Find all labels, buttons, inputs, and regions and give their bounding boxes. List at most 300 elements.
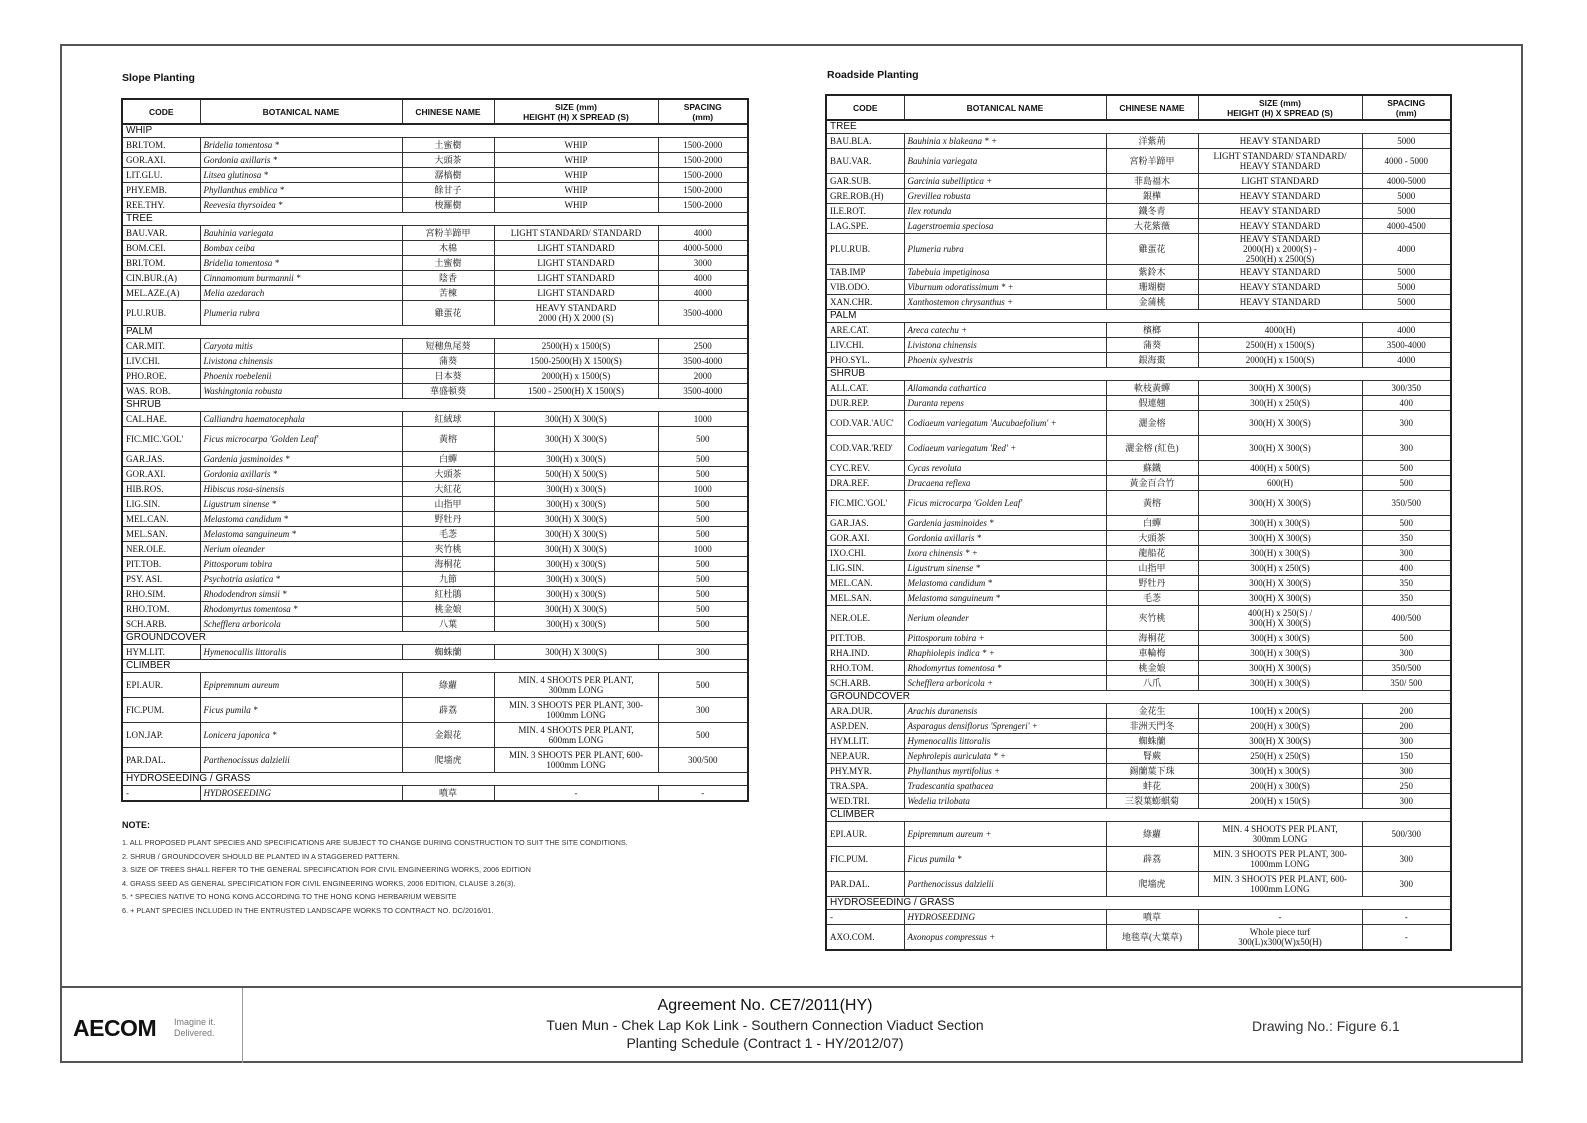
cell-cn: 珊瑚樹 [1106,280,1198,295]
cell-cn: 海桐花 [402,557,494,572]
cell-size: 300(H) x 300(S) [494,572,658,587]
cell-size: MIN. 3 SHOOTS PER PLANT, 300- 1000mm LONG [1198,847,1362,872]
project-name: Tuen Mun - Chek Lap Kok Link - Southern Connection Viaduct Section [546,1017,984,1033]
cell-cn: 短穗魚尾葵 [402,339,494,354]
cell-size: LIGHT STANDARD [494,286,658,301]
cell-cn: 桃金娘 [1106,661,1198,676]
cell-spc: 1500-2000 [658,168,748,183]
cell-cn: 餘甘子 [402,183,494,198]
table-row [826,779,1451,794]
table-row [826,265,1451,280]
cell-bot: Cinnamomum burmannii * [200,271,402,286]
table-row [122,452,748,467]
table-row [122,786,748,802]
cell-code: LIG.SIN. [122,497,200,512]
cell-cn: 宮粉羊蹄甲 [1106,149,1198,174]
column-header-code: CODE [826,95,904,120]
cell-cn: 金蒲桃 [1106,295,1198,310]
table-row [826,436,1451,461]
cell-cn: 雞蛋花 [402,301,494,326]
column-header-botanical: BOTANICAL NAME [904,95,1106,120]
cell-bot: Nerium oleander [200,542,402,557]
cell-code: LIV.CHI. [826,338,904,353]
cell-code: PAR.DAL. [122,748,200,773]
column-header-size: SIZE (mm) HEIGHT (H) X SPREAD (S) [1198,95,1362,120]
cell-bot: Plumeria rubra [904,234,1106,265]
category-row [122,660,748,673]
cell-cn: 薜荔 [1106,847,1198,872]
notes-title: NOTE: [122,820,150,830]
table-header-row [826,95,1451,120]
cell-size: 400(H) x 250(S) / 300(H) X 300(S) [1198,606,1362,631]
cell-bot: Litsea glutinosa * [200,168,402,183]
cell-spc: 4000 [1362,353,1451,368]
table-row [826,749,1451,764]
cell-cn: 夾竹桃 [402,542,494,557]
cell-bot: Areca catechu + [904,323,1106,338]
cell-size: MIN. 3 SHOOTS PER PLANT, 600- 1000mm LONG [494,748,658,773]
cell-code: GAR.SUB. [826,174,904,189]
cell-spc: 350/ 500 [1362,676,1451,691]
cell-bot: Gardenia jasminoides * [904,516,1106,531]
cell-bot: Melastoma candidum * [904,576,1106,591]
table-row [122,427,748,452]
cell-size: LIGHT STANDARD/ STANDARD [494,226,658,241]
cell-cn: 灑金榕 [1106,411,1198,436]
cell-cn: 蚌花 [1106,779,1198,794]
cell-spc: 250 [1362,779,1451,794]
category-row [122,773,748,786]
cell-cn: 蒲葵 [402,354,494,369]
cell-bot: Caryota mitis [200,339,402,354]
cell-bot: Grevillea robusta [904,189,1106,204]
cell-bot: Melastoma candidum * [200,512,402,527]
cell-code: LON.JAP. [122,723,200,748]
cell-cn: 黃金百合竹 [1106,476,1198,491]
cell-spc: 300 [1362,436,1451,461]
cell-code: PHY.MYR. [826,764,904,779]
cell-bot: Ficus microcarpa 'Golden Leaf' [200,427,402,452]
table-row [826,189,1451,204]
cell-size: HEAVY STANDARD [1198,219,1362,234]
category-row [826,691,1451,704]
cell-code: EPI.AUR. [826,822,904,847]
column-header-spacing: SPACING (mm) [658,99,748,124]
table-row [122,271,748,286]
cell-spc: 4000 [1362,234,1451,265]
cell-cn: 菲島福木 [1106,174,1198,189]
cell-cn: 黃榕 [402,427,494,452]
cell-code: FIC.MIC.'GOL' [122,427,200,452]
notes-section [122,820,762,917]
cell-code: GRE.ROB.(H) [826,189,904,204]
cell-size: HEAVY STANDARD 2000 (H) X 2000 (S) [494,301,658,326]
cell-code: LIG.SIN. [826,561,904,576]
cell-size: 300(H) X 300(S) [494,412,658,427]
table-row [826,134,1451,149]
cell-bot: Psychotria asiatica * [200,572,402,587]
cell-spc: 3500-4000 [658,301,748,326]
cell-size: 200(H) x 300(S) [1198,719,1362,734]
cell-spc: 150 [1362,749,1451,764]
tagline-line-1: Imagine it. [174,1017,216,1027]
cell-bot: Codiaeum variegatum 'Aucubaefolium' + [904,411,1106,436]
cell-size: MIN. 4 SHOOTS PER PLANT, 300mm LONG [494,673,658,698]
cell-spc: 4000-5000 [1362,174,1451,189]
cell-spc: 4000-5000 [658,241,748,256]
cell-code: FIC.PUM. [122,698,200,723]
cell-size: 300(H) X 300(S) [1198,436,1362,461]
cell-cn: 潺槁樹 [402,168,494,183]
cell-cn: 檳榔 [1106,323,1198,338]
cell-bot: Cycas revoluta [904,461,1106,476]
column-header-size: SIZE (mm) HEIGHT (H) X SPREAD (S) [494,99,658,124]
cell-bot: Melastoma sanguineum * [904,591,1106,606]
table-row [826,353,1451,368]
cell-size: 2500(H) x 1500(S) [1198,338,1362,353]
cell-spc: - [658,786,748,802]
cell-cn: 綠蘿 [1106,822,1198,847]
cell-size: HEAVY STANDARD [1198,134,1362,149]
cell-cn: 錫蘭葉下珠 [1106,764,1198,779]
cell-spc: 1000 [658,542,748,557]
cell-size: 300(H) X 300(S) [1198,411,1362,436]
cell-spc: 300/500 [658,748,748,773]
cell-cn: 噴草 [1106,910,1198,925]
cell-size: 300(H) X 300(S) [494,512,658,527]
note-line: 2. SHRUB / GROUNDCOVER SHOULD BE PLANTED IN A STAGGERED PATTERN. [122,851,400,861]
table-row [826,546,1451,561]
table-row [122,198,748,213]
cell-code: PIT.TOB. [826,631,904,646]
cell-bot: Arachis duranensis [904,704,1106,719]
cell-size: 2500(H) x 1500(S) [494,339,658,354]
cell-bot: Ligustrum sinense * [200,497,402,512]
table-row [122,512,748,527]
cell-spc: 350/500 [1362,491,1451,516]
table-row [826,872,1451,897]
cell-cn: 白蟬 [1106,516,1198,531]
cell-code: EPI.AUR. [122,673,200,698]
category-label: CLIMBER [122,660,748,673]
cell-spc: 1500-2000 [658,138,748,153]
cell-size: 300(H) X 300(S) [494,602,658,617]
cell-bot: Bauhinia x blakeana * + [904,134,1106,149]
cell-size: 200(H) x 300(S) [1198,779,1362,794]
cell-cn: 梭羅樹 [402,198,494,213]
table-row [826,591,1451,606]
cell-cn: 白蟬 [402,452,494,467]
cell-code: PHO.ROE. [122,369,200,384]
cell-size: 300(H) x 300(S) [494,452,658,467]
category-row [122,326,748,339]
category-label: TREE [826,120,1451,134]
cell-cn: 紫鈴木 [1106,265,1198,280]
cell-size: 300(H) X 300(S) [494,527,658,542]
cell-cn: 灑金榕 (紅色) [1106,436,1198,461]
table-row [826,461,1451,476]
cell-cn: 銀樺 [1106,189,1198,204]
cell-bot: Ficus pumila * [904,847,1106,872]
table-row [122,153,748,168]
table-row [122,183,748,198]
tagline-line-2: Delivered. [174,1028,215,1038]
cell-code: TRA.SPA. [826,779,904,794]
cell-spc: - [1362,910,1451,925]
table-row [826,516,1451,531]
cell-bot: Bauhinia variegata [904,149,1106,174]
cell-size: 300(H) x 300(S) [494,617,658,632]
cell-cn: 金花生 [1106,704,1198,719]
cell-spc: 5000 [1362,204,1451,219]
cell-code: COD.VAR.'RED' [826,436,904,461]
cell-code: GAR.JAS. [826,516,904,531]
cell-spc: 1500-2000 [658,198,748,213]
table-row [826,576,1451,591]
cell-bot: Axonopus compressus + [904,925,1106,951]
cell-spc: 1000 [658,482,748,497]
note-line: 4. GRASS SEED AS GENERAL SPECIFICATION FOR CIVIL ENGINEERING WORKS, 2006 EDITION, CLAUSE 3.26(3). [122,878,516,888]
note-line: 6. + PLANT SPECIES INCLUDED IN THE ENTRUSTED LANDSCAPE WORKS TO CONTRACT NO. DC/2016/01. [122,905,494,915]
cell-bot: Parthenocissus dalzielii [200,748,402,773]
cell-bot: Washingtonia robusta [200,384,402,399]
cell-size: 300(H) x 250(S) [1198,396,1362,411]
slope-planting-table [121,98,749,802]
cell-size: 300(H) x 300(S) [1198,676,1362,691]
cell-code: RHO.TOM. [826,661,904,676]
cell-spc: 500 [658,723,748,748]
cell-bot: Garcinia subelliptica + [904,174,1106,189]
cell-cn: 桃金娘 [402,602,494,617]
category-label: PALM [826,310,1451,323]
cell-cn: 日本葵 [402,369,494,384]
cell-bot: Hymenocallis littoralis [200,645,402,660]
cell-cn: 爬墻虎 [402,748,494,773]
cell-size: HEAVY STANDARD [1198,265,1362,280]
cell-code: TAB.IMP [826,265,904,280]
table-row [826,476,1451,491]
cell-spc: 300 [1362,764,1451,779]
table-row [826,280,1451,295]
cell-bot: Epipremnum aureum [200,673,402,698]
cell-bot: HYDROSEEDING [904,910,1106,925]
cell-cn: 大紅花 [402,482,494,497]
cell-bot: Reevesia thyrsoidea * [200,198,402,213]
cell-bot: Gordonia axillaris * [200,467,402,482]
table-row [826,847,1451,872]
category-label: PALM [122,326,748,339]
cell-cn: 八葉 [402,617,494,632]
cell-spc: 3500-4000 [658,384,748,399]
cell-code: ILE.ROT. [826,204,904,219]
cell-cn: 陰香 [402,271,494,286]
cell-code: ARA.DUR. [826,704,904,719]
cell-code: BAU.BLA. [826,134,904,149]
cell-bot: Asparagus densiflorus 'Sprengeri' + [904,719,1106,734]
cell-size: 300(H) x 300(S) [494,482,658,497]
cell-cn: 苦楝 [402,286,494,301]
cell-code: BRI.TOM. [122,256,200,271]
cell-size: 300(H) x 300(S) [1198,546,1362,561]
cell-code: COD.VAR.'AUC' [826,411,904,436]
column-header-chinese: CHINESE NAME [1106,95,1198,120]
cell-bot: Pittosporum tobira + [904,631,1106,646]
cell-spc: 200 [1362,704,1451,719]
cell-spc: 5000 [1362,189,1451,204]
cell-code: PHY.EMB. [122,183,200,198]
slope-planting-title: Slope Planting [122,72,195,84]
cell-bot: Allamanda cathartica [904,381,1106,396]
cell-bot: Melastoma sanguineum * [200,527,402,542]
cell-cn: 紅絨球 [402,412,494,427]
cell-spc: 4000 - 5000 [1362,149,1451,174]
cell-code: NEP.AUR. [826,749,904,764]
cell-code: GOR.AXI. [826,531,904,546]
cell-cn: 華盛頓葵 [402,384,494,399]
cell-spc: 4000-4500 [1362,219,1451,234]
cell-bot: Schefflera arboricola + [904,676,1106,691]
table-row [826,719,1451,734]
category-label: GROUNDCOVER [826,691,1451,704]
cell-bot: Viburnum odoratissimum * + [904,280,1106,295]
cell-cn: 腎蕨 [1106,749,1198,764]
cell-cn: 黃榕 [1106,491,1198,516]
table-row [826,381,1451,396]
cell-bot: Melia azedarach [200,286,402,301]
cell-spc: 500 [658,527,748,542]
cell-size: 300(H) x 300(S) [1198,516,1362,531]
cell-spc: 300 [1362,872,1451,897]
cell-cn: 噴草 [402,786,494,802]
table-row [826,338,1451,353]
cell-code: LIV.CHI. [122,354,200,369]
cell-bot: Pittosporum tobira [200,557,402,572]
cell-code: GOR.AXI. [122,467,200,482]
cell-cn: 大頭茶 [1106,531,1198,546]
table-row [826,323,1451,338]
cell-cn: 爬墻虎 [1106,872,1198,897]
cell-code: CIN.BUR.(A) [122,271,200,286]
cell-size: - [494,786,658,802]
cell-cn: 鐵冬青 [1106,204,1198,219]
cell-size: 300(H) x 300(S) [1198,631,1362,646]
table-row [122,412,748,427]
cell-spc: 500 [658,467,748,482]
table-row [122,241,748,256]
title-block-center [460,996,1070,1052]
title-block [60,986,1523,1063]
cell-bot: Dracaena reflexa [904,476,1106,491]
column-header-code: CODE [122,99,200,124]
cell-bot: Bridelia tomentosa * [200,256,402,271]
cell-bot: Plumeria rubra [200,301,402,326]
table-row [122,645,748,660]
cell-bot: Ficus pumila * [200,698,402,723]
cell-spc: 2500 [658,339,748,354]
cell-code: REE.THY. [122,198,200,213]
cell-cn: 假連翹 [1106,396,1198,411]
cell-spc: 5000 [1362,280,1451,295]
cell-cn: 山指甲 [1106,561,1198,576]
cell-code: - [826,910,904,925]
cell-bot: Codiaeum variegatum 'Red' + [904,436,1106,461]
category-row [826,897,1451,910]
cell-bot: Wedelia trilobata [904,794,1106,809]
cell-bot: Nerium oleander [904,606,1106,631]
cell-size: 300(H) X 300(S) [1198,491,1362,516]
cell-code: BRI.TOM. [122,138,200,153]
cell-code: VIB.ODO. [826,280,904,295]
table-row [122,497,748,512]
cell-size: 300(H) x 300(S) [494,497,658,512]
cell-spc: 300 [658,698,748,723]
cell-code: MEL.SAN. [122,527,200,542]
cell-cn: 雞蛋花 [1106,234,1198,265]
cell-code: PIT.TOB. [122,557,200,572]
cell-bot: Lonicera japonica * [200,723,402,748]
cell-code: PLU.RUB. [826,234,904,265]
cell-code: GAR.JAS. [122,452,200,467]
cell-cn: 蜘蛛蘭 [1106,734,1198,749]
roadside-planting-table [825,94,1452,951]
cell-cn: 紅杜鵑 [402,587,494,602]
cell-code: GOR.AXI. [122,153,200,168]
table-row [122,698,748,723]
table-row [826,491,1451,516]
cell-code: MEL.SAN. [826,591,904,606]
cell-code: RHA.IND. [826,646,904,661]
table-row [122,286,748,301]
cell-bot: Tradescantia spathacea [904,779,1106,794]
cell-cn: 山指甲 [402,497,494,512]
cell-size: WHIP [494,183,658,198]
cell-cn: 銀海棗 [1106,353,1198,368]
cell-cn: 金銀花 [402,723,494,748]
cell-spc: 500 [658,587,748,602]
cell-bot: Calliandra haematocephala [200,412,402,427]
drawing-number: Drawing No.: Figure 6.1 [1252,1018,1400,1034]
column-header-spacing: SPACING (mm) [1362,95,1451,120]
cell-bot: HYDROSEEDING [200,786,402,802]
table-row [122,748,748,773]
cell-size: MIN. 3 SHOOTS PER PLANT, 300- 1000mm LONG [494,698,658,723]
cell-code: ALL.CAT. [826,381,904,396]
cell-spc: 500 [1362,631,1451,646]
cell-spc: 500 [658,673,748,698]
cell-size: HEAVY STANDARD [1198,189,1362,204]
cell-code: PHO.SYL. [826,353,904,368]
cell-spc: 500 [658,572,748,587]
cell-spc: 200 [1362,719,1451,734]
cell-code: - [122,786,200,802]
cell-spc: 300 [1362,847,1451,872]
cell-bot: Ixora chinensis * + [904,546,1106,561]
cell-code: HYM.LIT. [122,645,200,660]
cell-size: MIN. 3 SHOOTS PER PLANT, 600- 1000mm LONG [1198,872,1362,897]
table-row [826,295,1451,310]
cell-spc: 500 [658,617,748,632]
cell-spc: 5000 [1362,134,1451,149]
logo-tagline [174,1017,216,1039]
cell-cn: 八爪 [1106,676,1198,691]
cell-bot: Parthenocissus dalzielii [904,872,1106,897]
table-row [826,925,1451,951]
cell-code: NER.OLE. [122,542,200,557]
column-header-botanical: BOTANICAL NAME [200,99,402,124]
cell-spc: 300 [1362,646,1451,661]
cell-size: 1500 - 2500(H) X 1500(S) [494,384,658,399]
cell-spc: 4000 [658,271,748,286]
